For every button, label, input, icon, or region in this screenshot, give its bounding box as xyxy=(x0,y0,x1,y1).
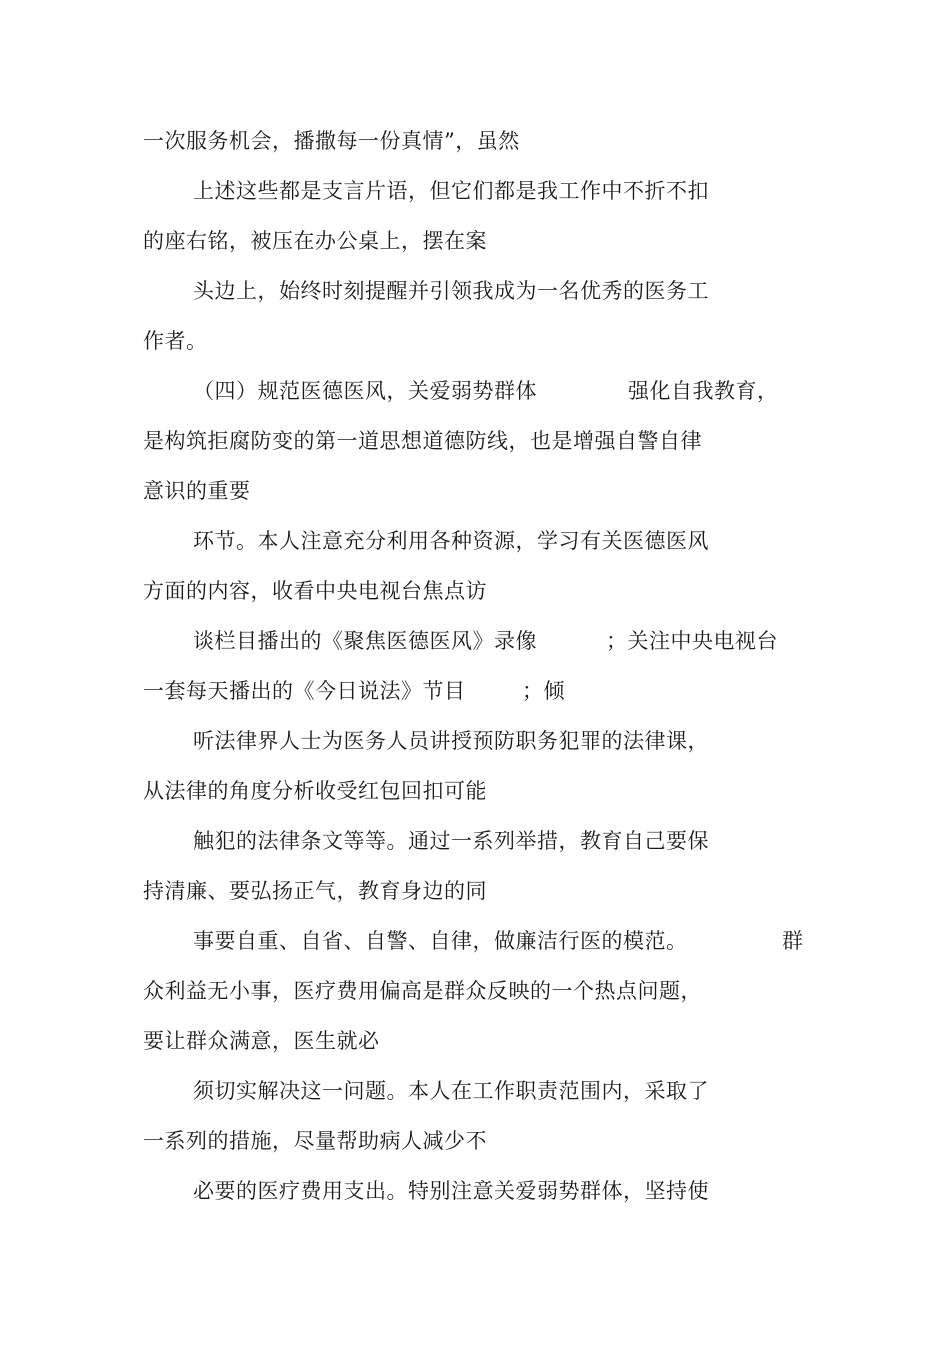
text-line: 一套每天播出的《今日说法》节目 xyxy=(143,679,466,703)
text-line: 上述这些都是支言片语，但它们都是我工作中不折不扣 xyxy=(193,179,709,203)
text-line: 须切实解决这一问题。本人在工作职责范围内，采取了 xyxy=(193,1079,709,1103)
text-line: ；倾 xyxy=(522,679,565,703)
section-heading: （四）规范医德医风，关爱弱势群体 xyxy=(193,379,537,403)
text-line: 从法律的角度分析收受红包回扣可能 xyxy=(143,779,487,803)
text-line: 作者。 xyxy=(143,329,208,353)
text-line: 强化自我教育， xyxy=(628,379,779,403)
text-line: 触犯的法律条文等等。通过一系列举措，教育自己要保 xyxy=(193,829,709,853)
text-line: 意识的重要 xyxy=(143,479,251,503)
text-line: 环节。本人注意充分利用各种资源，学习有关医德医风 xyxy=(193,529,709,553)
text-line: 事要自重、自省、自警、自律，做廉洁行医的模范。 xyxy=(193,929,688,953)
text-line: 方面的内容，收看中央电视台焦点访 xyxy=(143,579,487,603)
text-line: 众利益无小事，医疗费用偏高是群众反映的一个热点问题， xyxy=(143,979,702,1003)
text-line: 要让群众满意，医生就必 xyxy=(143,1029,380,1053)
text-line: ；关注中央电视台 xyxy=(606,629,778,653)
text-line: 的座右铭，被压在办公桌上，摆在案 xyxy=(143,229,487,253)
text-line: 一次服务机会，播撒每一份真情”，虽然 xyxy=(143,129,520,153)
text-line: 持清廉、要弘扬正气，教育身边的同 xyxy=(143,879,487,903)
text-line: 谈栏目播出的《聚焦医德医风》录像 xyxy=(193,629,537,653)
text-line: 头边上，始终时刻提醒并引领我成为一名优秀的医务工 xyxy=(193,279,709,303)
text-line: 群 xyxy=(782,929,804,953)
text-line: 是构筑拒腐防变的第一道思想道德防线，也是增强自警自律 xyxy=(143,429,702,453)
text-line: 听法律界人士为医务人员讲授预防职务犯罪的法律课， xyxy=(193,729,709,753)
text-line: 必要的医疗费用支出。特别注意关爱弱势群体，坚持使 xyxy=(193,1179,709,1203)
text-line: 一系列的措施，尽量帮助病人减少不 xyxy=(143,1129,487,1153)
